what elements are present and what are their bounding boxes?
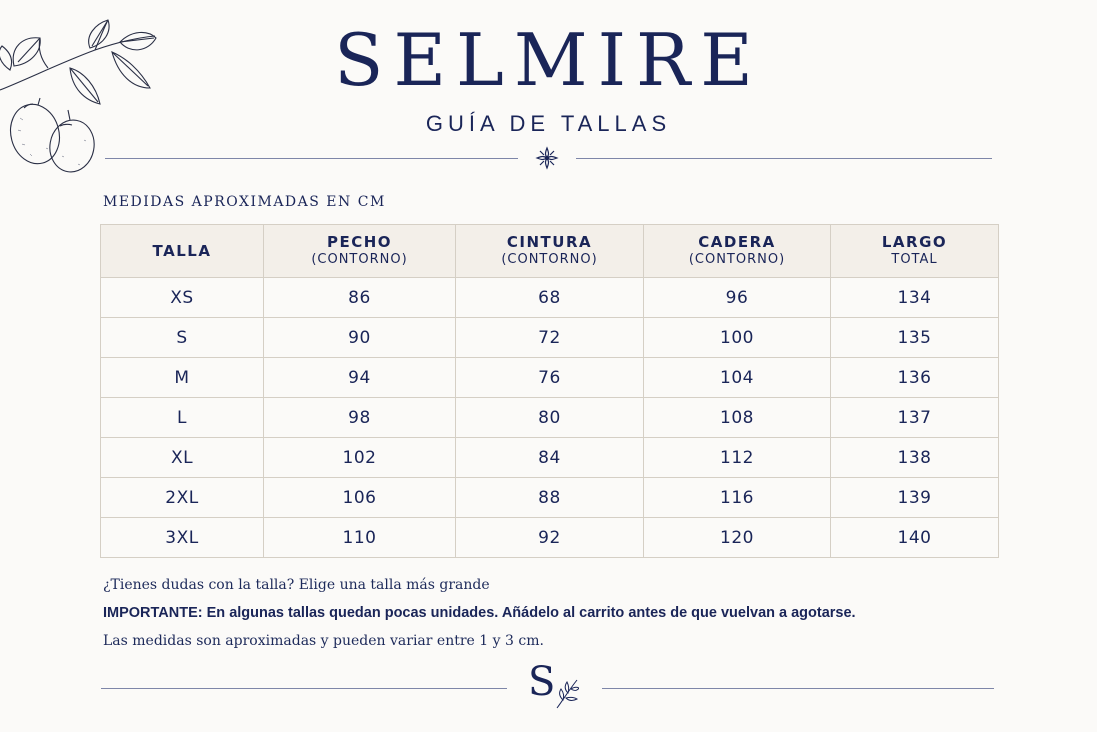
size-cell: XS [101,278,264,318]
size-cell: 3XL [101,518,264,558]
measurement-disclaimer: Las medidas son aproximadas y pueden variar entre 1 y 3 cm. [103,633,544,649]
important-note: IMPORTANTE: En algunas tallas quedan pocas unidades. Añádelo al carrito antes de que vuelvan a agotarse. [103,605,856,621]
cintura-cell: 84 [456,438,644,478]
flower-ornament-icon [535,146,559,170]
monogram-logo: S [528,659,556,705]
largo-cell: 138 [831,438,999,478]
header-sub: (CONTORNO) [501,252,598,267]
cadera-cell: 96 [644,278,831,318]
cadera-cell: 104 [644,358,831,398]
cintura-cell: 72 [456,318,644,358]
cadera-cell: 108 [644,398,831,438]
header-sub: (CONTORNO) [688,252,786,267]
header-main: PECHO [326,233,393,251]
header-rule-left [105,158,518,159]
leaf-sprig-icon [555,676,579,710]
header-pecho [264,225,456,278]
footer-rule-right [602,688,994,689]
header-main: CINTURA [506,233,593,251]
header-rule-right [576,158,992,159]
cadera-cell: 120 [644,518,831,558]
table-row [101,438,999,478]
footer-rule-left [101,688,507,689]
cintura-cell: 80 [456,398,644,438]
cintura-cell: 68 [456,278,644,318]
header-talla [101,225,264,278]
header-main: CADERA [698,233,776,251]
header-main: TALLA [152,242,212,260]
header-largo [831,225,999,278]
largo-cell: 137 [831,398,999,438]
header-sub: (CONTORNO) [311,252,408,267]
pecho-cell: 86 [264,278,456,318]
section-label: MEDIDAS APROXIMADAS EN CM [103,194,386,210]
pecho-cell: 98 [264,398,456,438]
pecho-cell: 110 [264,518,456,558]
page-subtitle: GUÍA DE TALLAS [425,111,672,136]
cadera-cell: 112 [644,438,831,478]
table-row [101,398,999,438]
cintura-cell: 92 [456,518,644,558]
table-row [101,478,999,518]
largo-cell: 136 [831,358,999,398]
table-header-row [101,225,999,278]
table-row [101,518,999,558]
size-cell: L [101,398,264,438]
pecho-cell: 106 [264,478,456,518]
pecho-cell: 90 [264,318,456,358]
table-row [101,278,999,318]
pecho-cell: 102 [264,438,456,478]
brand-title: SELMIRE [334,18,763,102]
cadera-cell: 116 [644,478,831,518]
table-row [101,318,999,358]
largo-cell: 135 [831,318,999,358]
size-cell: S [101,318,264,358]
size-chart-table [100,224,999,558]
pecho-cell: 94 [264,358,456,398]
size-cell: M [101,358,264,398]
largo-cell: 140 [831,518,999,558]
size-advice-note: ¿Tienes dudas con la talla? Elige una talla más grande [103,577,490,593]
table-row [101,358,999,398]
cintura-cell: 76 [456,358,644,398]
header-cintura [456,225,644,278]
cintura-cell: 88 [456,478,644,518]
largo-cell: 139 [831,478,999,518]
header-sub: TOTAL [891,252,938,267]
header-cadera [644,225,831,278]
largo-cell: 134 [831,278,999,318]
header-main: LARGO [881,233,948,251]
size-cell: XL [101,438,264,478]
size-cell: 2XL [101,478,264,518]
cadera-cell: 100 [644,318,831,358]
